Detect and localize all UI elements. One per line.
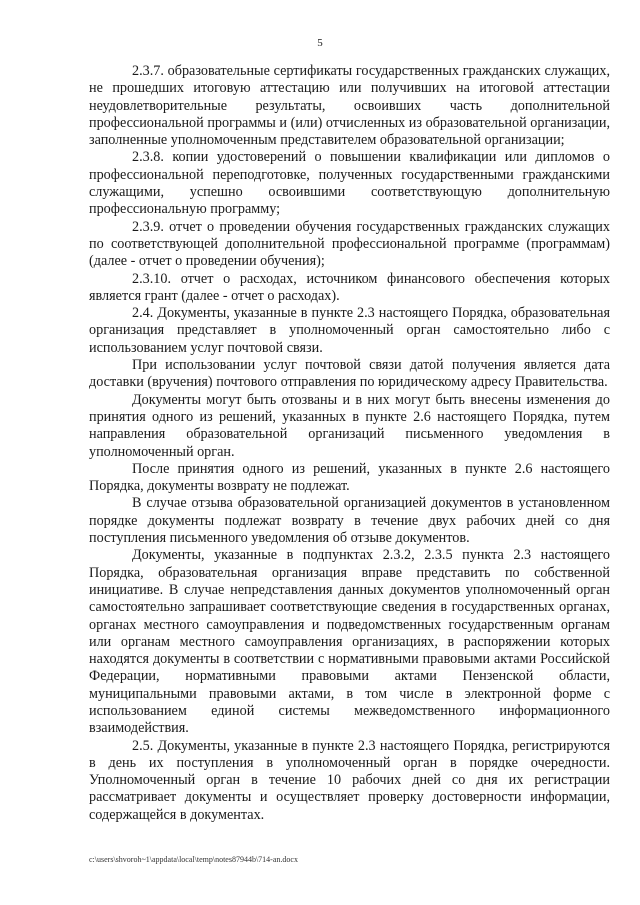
paragraph-own-initiative: Документы, указанные в подпунктах 2.3.2, 2.3.5 пункта 2.3 настоящего Порядка, образовательная организация вправе представить по собственной инициативе. В случае непредставления данных документов уполномоченный орган самостоятельно запрашивает соответствующие сведения в государственных органах, органах местного самоуправления и подведомственных государственным органам или органам местного самоуправления организациях, в распоряжении которых находятся документы в соответствии с нормативными правовыми актами Российской Федерации, нормативными правовыми актами Пензенской области, муниципальными правовыми актами, в том числе в электронной форме с использованием единой системы межведомственного информационного взаимодействия. <box>89 547 610 737</box>
paragraph-withdrawal-changes: Документы могут быть отозваны и в них могут быть внесены изменения до принятия одного из решений, указанных в пункте 2.6 настоящего Порядка, путем направления образовательной организаций письменного уведомления в уполномоченный орган. <box>89 391 610 460</box>
paragraph-2-5: 2.5. Документы, указанные в пункте 2.3 настоящего Порядка, регистрируются в день их поступления в уполномоченный орган в порядке очередности. Уполномоченный орган в течение 10 рабочих дней со дня их регистрации рассматривает документы и осуществляет проверку достоверности информации, содержащейся в документах. <box>89 737 610 823</box>
paragraph-2-4: 2.4. Документы, указанные в пункте 2.3 настоящего Порядка, образовательная организация представляет в уполномоченный орган самостоятельно либо с использованием услуг почтовой связи. <box>89 305 610 356</box>
paragraph-return-on-withdrawal: В случае отзыва образовательной организацией документов в установленном порядке документы подлежат возврату в течение двух рабочих дней со дня поступления письменного уведомления об отзыве документов. <box>89 495 610 547</box>
paragraph-postal-delivery: При использовании услуг почтовой связи датой получения является дата доставки (вручения) почтового отправления по юридическому адресу Правительства. <box>89 357 610 391</box>
paragraph-2-3-10: 2.3.10. отчет о расходах, источником финансового обеспечения которых является грант (далее - отчет о расходах). <box>89 270 610 304</box>
paragraph-2-3-7: 2.3.7. образовательные сертификаты государственных гражданских служащих, не прошедших итоговую аттестацию или получивших на итоговой аттестации неудовлетворительные результаты, освоивших часть дополнительной профессиональной программы и (или) отчисленных из образовательной организации, заполненные уполномоченным представителем образовательной организации; <box>89 63 610 149</box>
paragraph-2-3-8: 2.3.8. копии удостоверений о повышении квалификации или дипломов о профессиональной переподготовке, полученных государственными гражданскими служащими, успешно освоившими соответствующую дополнительную профессиональную программу; <box>89 149 610 218</box>
document-body <box>89 63 610 824</box>
paragraph-2-3-9: 2.3.9. отчет о проведении обучения государственных гражданских служащих по соответствующей дополнительной профессиональной программе (программам) (далее - отчет о проведении обучения); <box>89 218 610 270</box>
footer-file-path: c:\users\shvoroh~1\appdata\local\temp\notes87944b\714-an.docx <box>89 855 298 864</box>
page-number: 5 <box>317 37 323 49</box>
paragraph-no-return: После принятия одного из решений, указанных в пункте 2.6 настоящего Порядка, документы возврату не подлежат. <box>89 460 610 495</box>
